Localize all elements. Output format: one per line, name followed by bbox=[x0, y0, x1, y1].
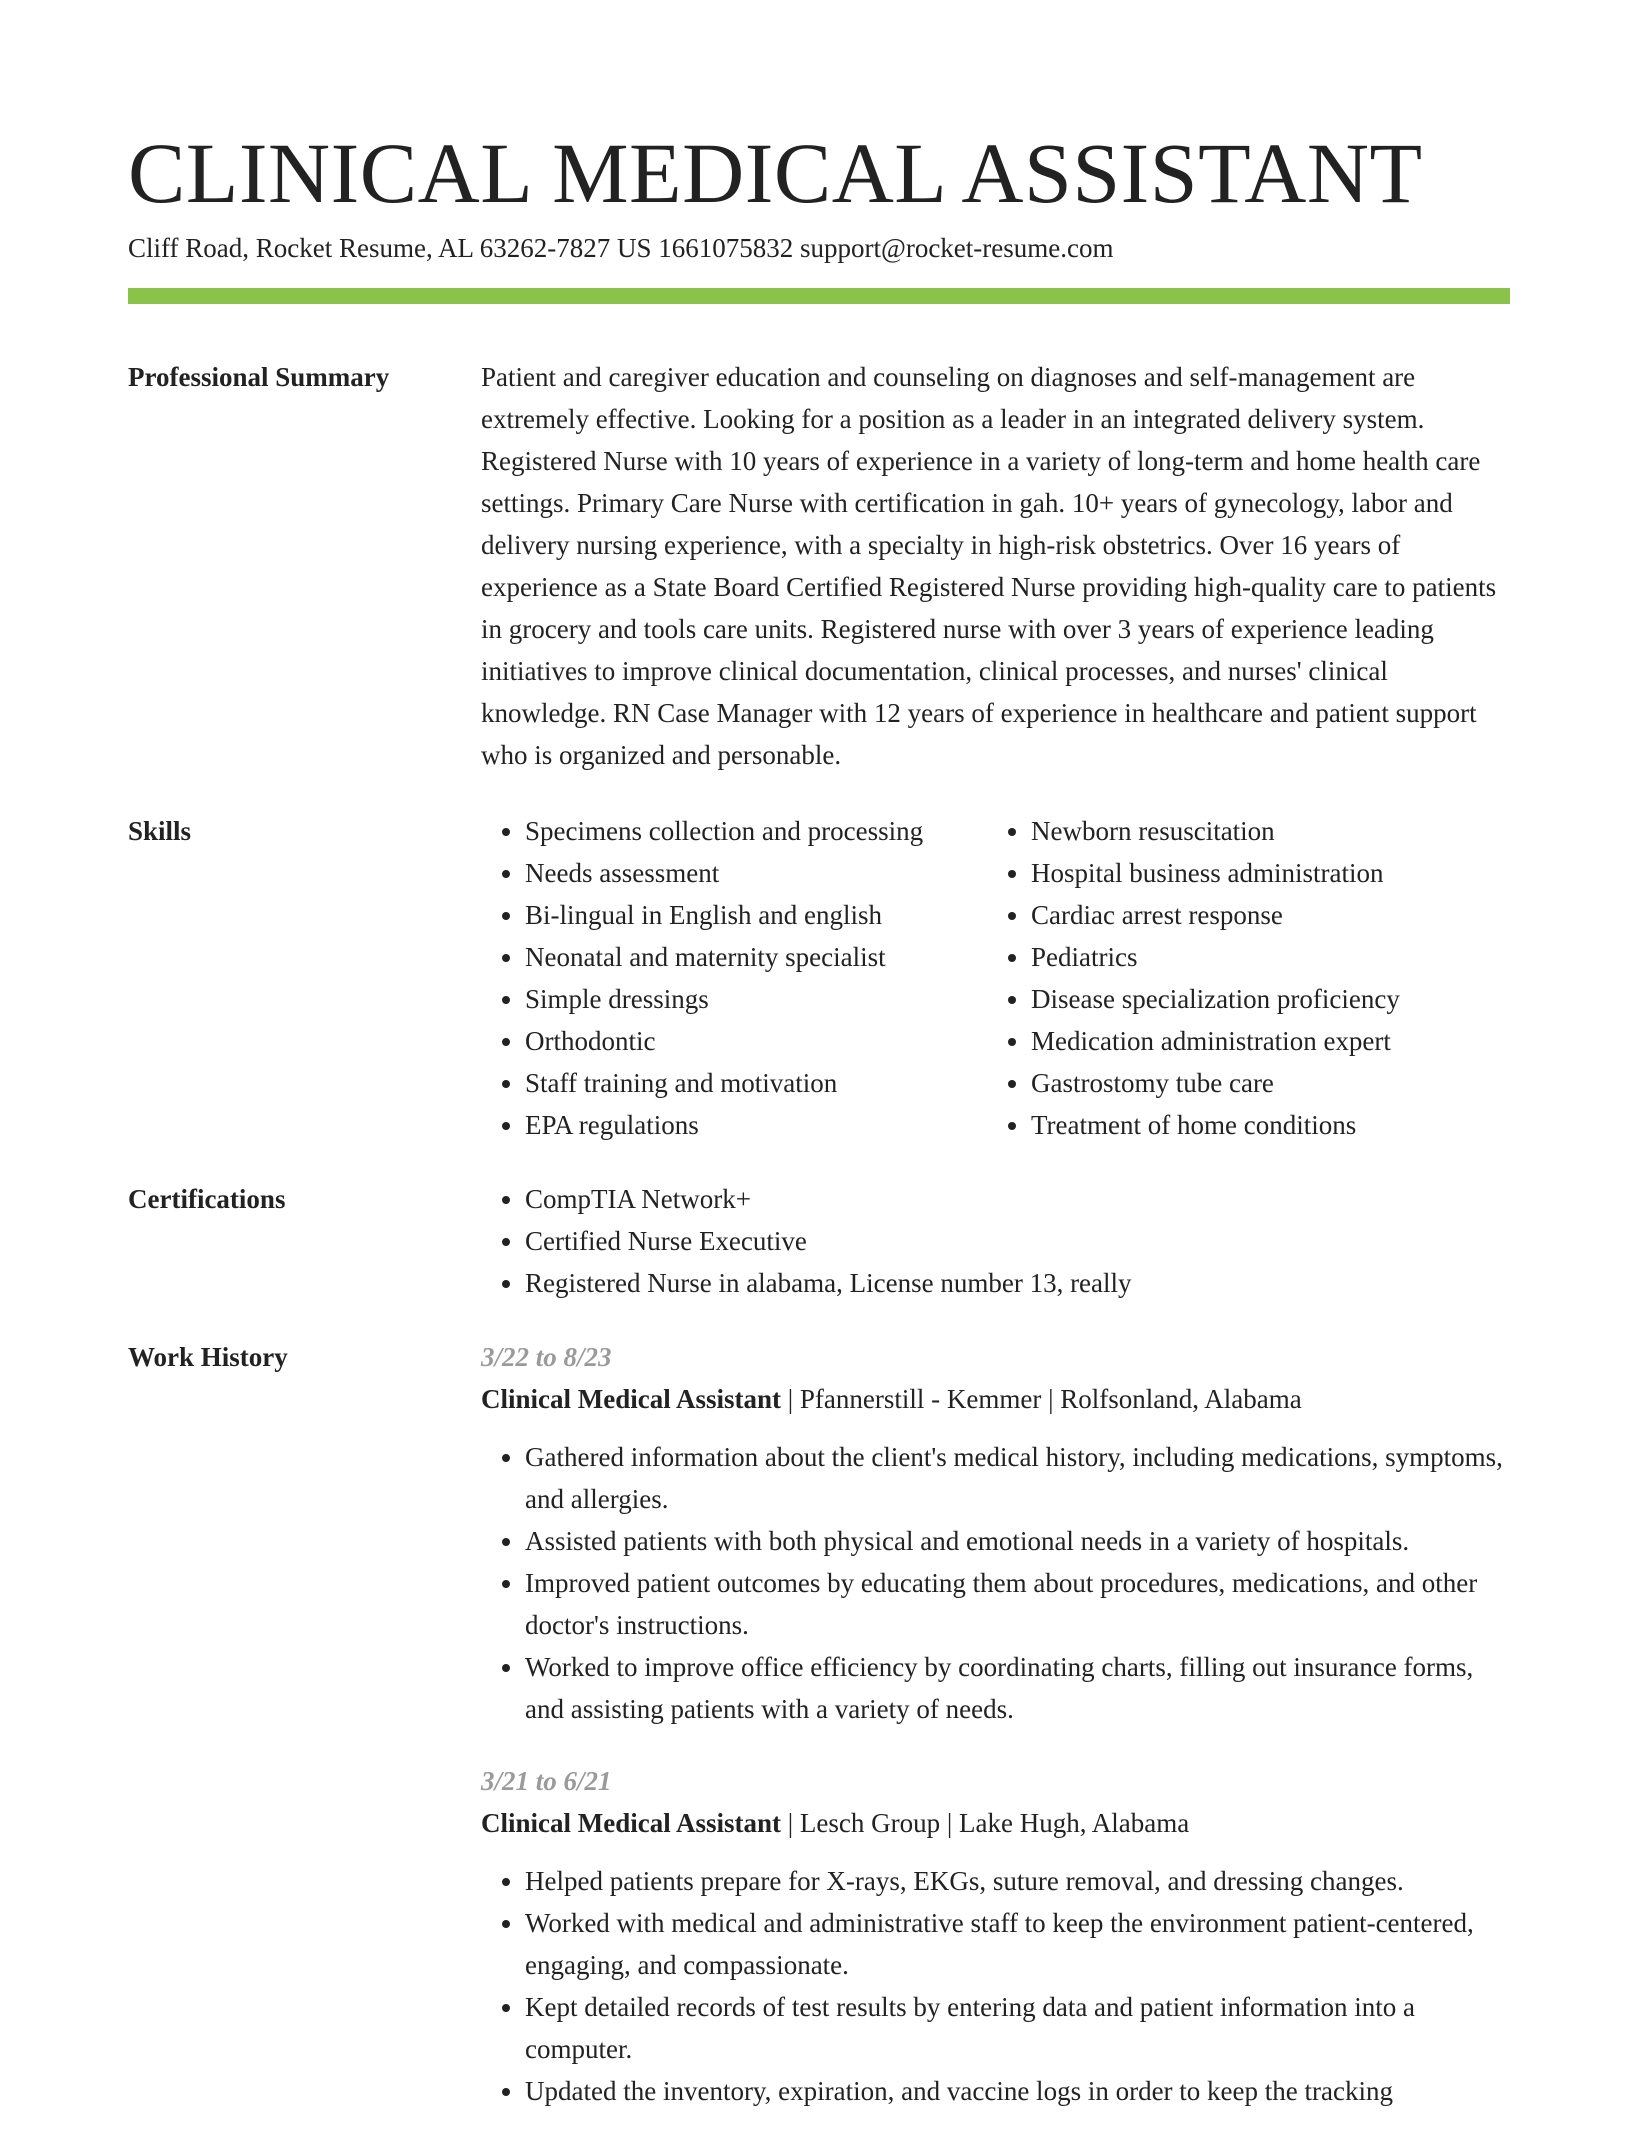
skill-item: • Medication administration expert bbox=[1031, 1020, 1510, 1062]
job-bullets bbox=[481, 1860, 1510, 2112]
skills-grid bbox=[481, 810, 1510, 1146]
skill-item: • Treatment of home conditions bbox=[1031, 1104, 1510, 1146]
skill-item: • Bi-lingual in English and english bbox=[525, 894, 987, 936]
resume-page bbox=[128, 118, 1510, 2142]
summary-text: Patient and caregiver education and counseling on diagnoses and self-management are extremely effective. Looking for a position as a leader in an integrated delivery system. Registered Nurse with 10 years of experience in a variety of long-term and home health care settings. Primary Care Nurse with certification in gah. 10+ years of gynecology, labor and delivery nursing experience, with a specialty in high-risk obstetrics. Over 16 years of experience as a State Board Certified Registered Nurse providing high-quality care to patients in grocery and tools care units. Registered nurse with over 3 years of experience leading initiatives to improve clinical documentation, clinical processes, and nurses' clinical knowledge. RN Case Manager with 12 years of experience in healthcare and patient support who is organized and personable. bbox=[481, 362, 1497, 770]
skill-item: • Disease specialization proficiency bbox=[1031, 978, 1510, 1020]
certifications-content bbox=[481, 1178, 1510, 1304]
skills-column-right bbox=[987, 810, 1510, 1146]
job-dates: 3/21 to 6/21 bbox=[481, 1766, 612, 1796]
skill-item: • Neonatal and maternity specialist bbox=[525, 936, 987, 978]
work-history-content bbox=[481, 1336, 1510, 2142]
section-label: Work History bbox=[128, 1342, 288, 1372]
skills-content bbox=[481, 810, 1510, 1146]
skill-item: • Needs assessment bbox=[525, 852, 987, 894]
certifications-list bbox=[481, 1178, 1510, 1304]
job-bullet: • Improved patient outcomes by educating them about procedures, medications, and other doctor's instructions. bbox=[525, 1562, 1510, 1646]
skill-item: • Newborn resuscitation bbox=[1031, 810, 1510, 852]
skill-item: • Cardiac arrest response bbox=[1031, 894, 1510, 936]
certifications-section bbox=[128, 1178, 1510, 1304]
section-label: Certifications bbox=[128, 1184, 286, 1214]
skill-item: • Staff training and motivation bbox=[525, 1062, 987, 1104]
resume-name: CLINICAL MEDICAL ASSISTANT bbox=[128, 125, 1423, 221]
job-bullet: • Worked to improve office efficiency by coordinating charts, filling out insurance forms, and assisting patients with a variety of needs. bbox=[525, 1646, 1510, 1730]
job-header bbox=[481, 1802, 1510, 1844]
accent-divider bbox=[128, 288, 1510, 304]
job-dates: 3/22 to 8/23 bbox=[481, 1342, 612, 1372]
job-bullet: • Helped patients prepare for X-rays, EKGs, suture removal, and dressing changes. bbox=[525, 1860, 1510, 1902]
job-entry bbox=[481, 1336, 1510, 1730]
job-bullets bbox=[481, 1436, 1510, 1730]
job-bullet: • Worked with medical and administrative staff to keep the environment patient-centered, engaging, and compassionate. bbox=[525, 1902, 1510, 1986]
skill-item: • Hospital business administration bbox=[1031, 852, 1510, 894]
skill-item: • Simple dressings bbox=[525, 978, 987, 1020]
skills-section bbox=[128, 810, 1510, 1146]
skill-item: • Gastrostomy tube care bbox=[1031, 1062, 1510, 1104]
skill-item: • Orthodontic bbox=[525, 1020, 987, 1062]
job-bullet: • Gathered information about the client's medical history, including medications, symptoms, and allergies. bbox=[525, 1436, 1510, 1520]
job-employer-location: | Pfannerstill - Kemmer | Rolfsonland, Alabama bbox=[781, 1384, 1302, 1414]
skill-item: • Pediatrics bbox=[1031, 936, 1510, 978]
certification-item: • CompTIA Network+ bbox=[525, 1178, 1510, 1220]
job-bullet: • Kept detailed records of test results by entering data and patient information into a computer. bbox=[525, 1986, 1510, 2070]
job-header bbox=[481, 1378, 1510, 1420]
section-label: Professional Summary bbox=[128, 362, 390, 392]
job-entry bbox=[481, 1760, 1510, 2112]
job-employer-location: | Lesch Group | Lake Hugh, Alabama bbox=[781, 1808, 1190, 1838]
certification-item: • Registered Nurse in alabama, License number 13, really bbox=[525, 1262, 1510, 1304]
summary-content bbox=[481, 356, 1510, 776]
contact-line: Cliff Road, Rocket Resume, AL 63262-7827 US 1661075832 support@rocket-resume.com bbox=[128, 233, 1114, 263]
skills-column-left bbox=[481, 810, 987, 1146]
skill-item: • Specimens collection and processing bbox=[525, 810, 987, 852]
certification-item: • Certified Nurse Executive bbox=[525, 1220, 1510, 1262]
section-label: Skills bbox=[128, 816, 192, 846]
summary-section bbox=[128, 356, 1510, 776]
work-history-section bbox=[128, 1336, 1510, 2142]
job-title: Clinical Medical Assistant bbox=[481, 1808, 782, 1838]
job-title: Clinical Medical Assistant bbox=[481, 1384, 782, 1414]
job-bullet: • Updated the inventory, expiration, and vaccine logs in order to keep the tracking bbox=[525, 2070, 1510, 2112]
job-bullet: • Assisted patients with both physical and emotional needs in a variety of hospitals. bbox=[525, 1520, 1510, 1562]
skill-item: • EPA regulations bbox=[525, 1104, 987, 1146]
